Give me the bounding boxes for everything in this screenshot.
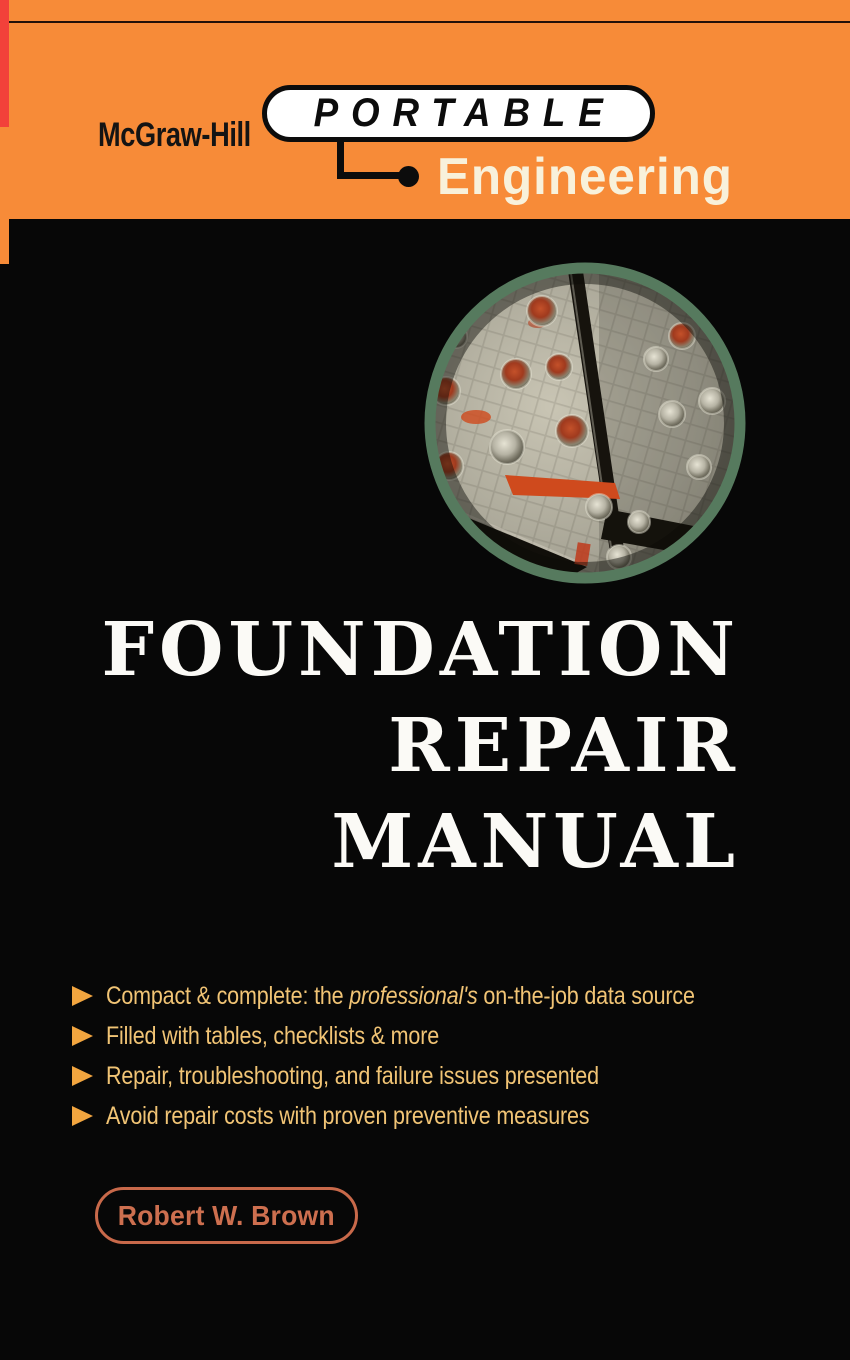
bullet-item (72, 1056, 791, 1096)
series-subtitle: Engineering (437, 148, 733, 206)
author-badge (95, 1187, 358, 1244)
bullet-text-pre: Filled with tables, checklists & more (106, 1021, 439, 1050)
bullet-text-em: professional's (349, 981, 478, 1010)
bullet-arrow-icon (72, 1066, 93, 1086)
banner-left-sliver (0, 219, 9, 264)
bullet-list (72, 976, 791, 1136)
connector-line-horizontal (337, 172, 403, 179)
connector-dot (398, 166, 419, 187)
publisher-name: McGraw-Hill (98, 116, 251, 154)
rivet-photo (419, 257, 751, 589)
bullet-arrow-icon (72, 1106, 93, 1126)
bullet-text-pre: Compact & complete: the (106, 981, 350, 1010)
banner-rule (0, 21, 850, 23)
bullet-arrow-icon (72, 1026, 93, 1046)
bullet-text (106, 1022, 439, 1051)
bullet-text-post: on-the-job data source (477, 981, 695, 1010)
bullet-item (72, 976, 791, 1016)
bullet-text (106, 1062, 599, 1091)
banner (0, 0, 850, 219)
bullet-text (106, 1102, 589, 1131)
portable-series-label: PORTABLE (313, 91, 616, 135)
bullet-item (72, 1016, 791, 1056)
title-line-3: MANUAL (331, 799, 740, 885)
bullet-text-pre: Repair, troubleshooting, and failure issues presented (106, 1061, 599, 1090)
bullet-text-pre: Avoid repair costs with proven preventive measures (106, 1101, 590, 1130)
red-corner-strip (0, 0, 9, 127)
bullet-text (106, 982, 695, 1011)
rivet-photo-image (419, 257, 751, 589)
portable-series-badge (262, 85, 655, 142)
bullet-item (72, 1096, 791, 1136)
title-line-2: REPAIR (388, 703, 740, 789)
bullet-arrow-icon (72, 986, 93, 1006)
author-name: Robert W. Brown (117, 1199, 336, 1231)
book-title (102, 602, 741, 890)
title-line-1: FOUNDATION (101, 607, 740, 693)
